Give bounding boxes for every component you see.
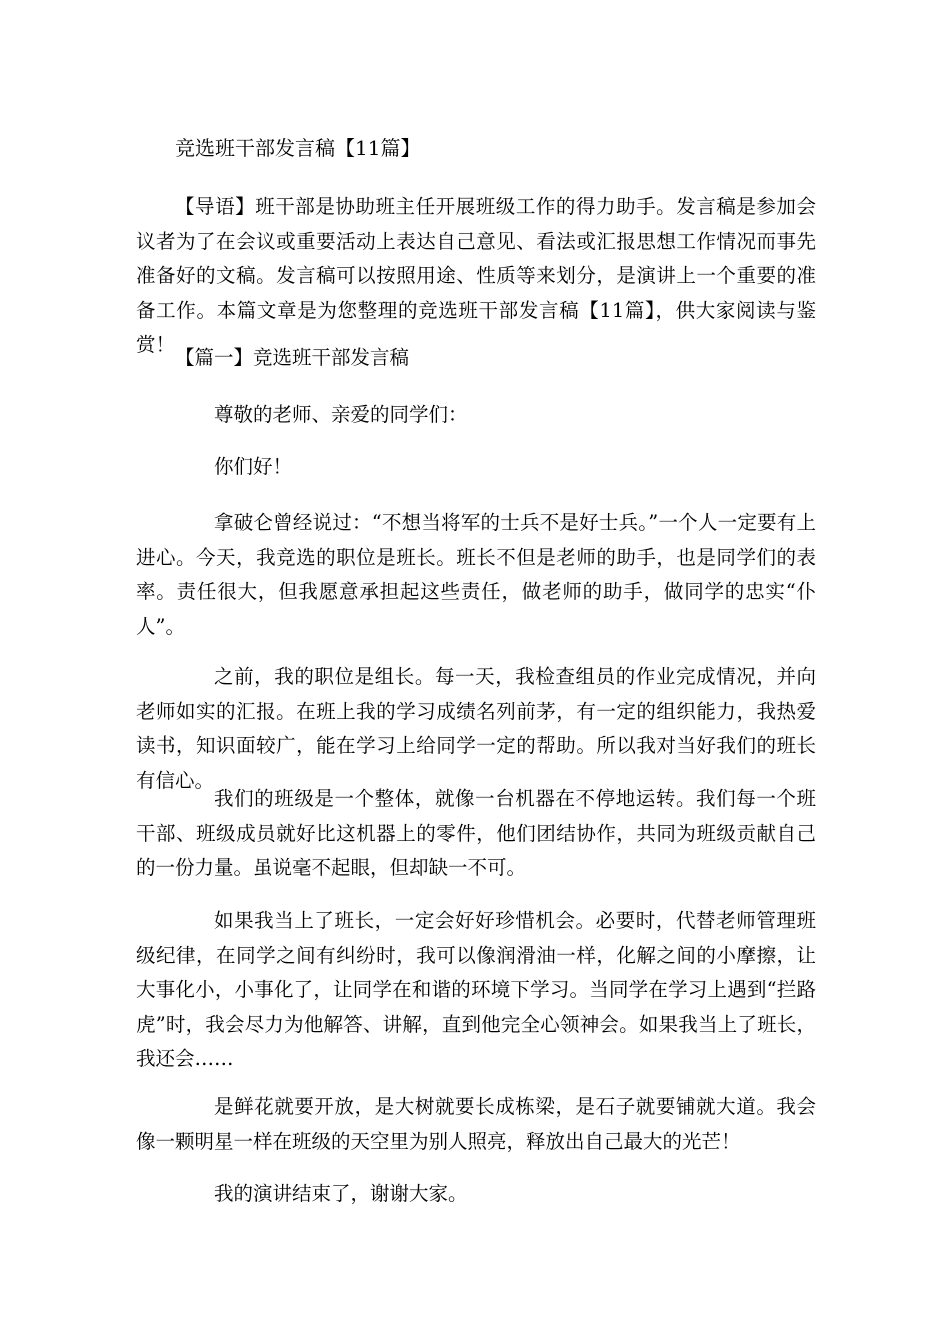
document-title: 竞选班干部发言稿【11篇】 [175,136,421,160]
intro-paragraph: 【导语】班干部是协助班主任开展班级工作的得力助手。发言稿是参加会议者为了在会议或重要活动上表达自己意见、看法或汇报思想工作情况而事先准备好的文稿。发言稿可以按照用途、性质等来划分，是演讲上一个重要的准备工作。本篇文章是为您整理的竞选班干部发言稿【11篇】，供大家阅读与鉴赏！ [136,195,816,356]
section-heading: 【篇一】竞选班干部发言稿 [175,346,410,369]
closing-paragraph: 我的演讲结束了，谢谢大家。 [214,1182,468,1205]
body-paragraph: 如果我当上了班长，一定会好好珍惜机会。必要时，代替老师管理班级纪律，在同学之间有纠纷时，我可以像润滑油一样，化解之间的小摩擦，让大事化小，小事化了，让同学在和谐的环境下学习。当同学在学习上遇到“拦路虎”时，我会尽力为他解答、讲解，直到他完全心领神会。如果我当上了班长，我还会…… [136,909,816,1070]
body-paragraph: 拿破仑曾经说过：“不想当将军的士兵不是好士兵。”一个人一定要有上进心。今天，我竞选的职位是班长。班长不但是老师的助手，也是同学们的表率。责任很大，但我愿意承担起这些责任，做老师的助手，做同学的忠实“仆人”。 [136,511,816,638]
body-paragraph: 我们的班级是一个整体，就像一台机器在不停地运转。我们每一个班干部、班级成员就好比这机器上的零件，他们团结协作，共同为班级贡献自己的一份力量。虽说毫不起眼，但却缺一不可。 [136,787,816,879]
body-paragraph: 之前，我的职位是组长。每一天，我检查组员的作业完成情况，并向老师如实的汇报。在班上我的学习成绩名列前茅，有一定的组织能力，我热爱读书，知识面较广，能在学习上给同学一定的帮助。所以我对当好我们的班长有信心。 [136,665,816,792]
salutation: 尊敬的老师、亲爱的同学们： [214,403,468,426]
body-paragraph: 是鲜花就要开放，是大树就要长成栋梁，是石子就要铺就大道。我会像一颗明星一样在班级的天空里为别人照亮，释放出自己最大的光芒！ [136,1095,816,1153]
greeting: 你们好！ [214,455,293,478]
